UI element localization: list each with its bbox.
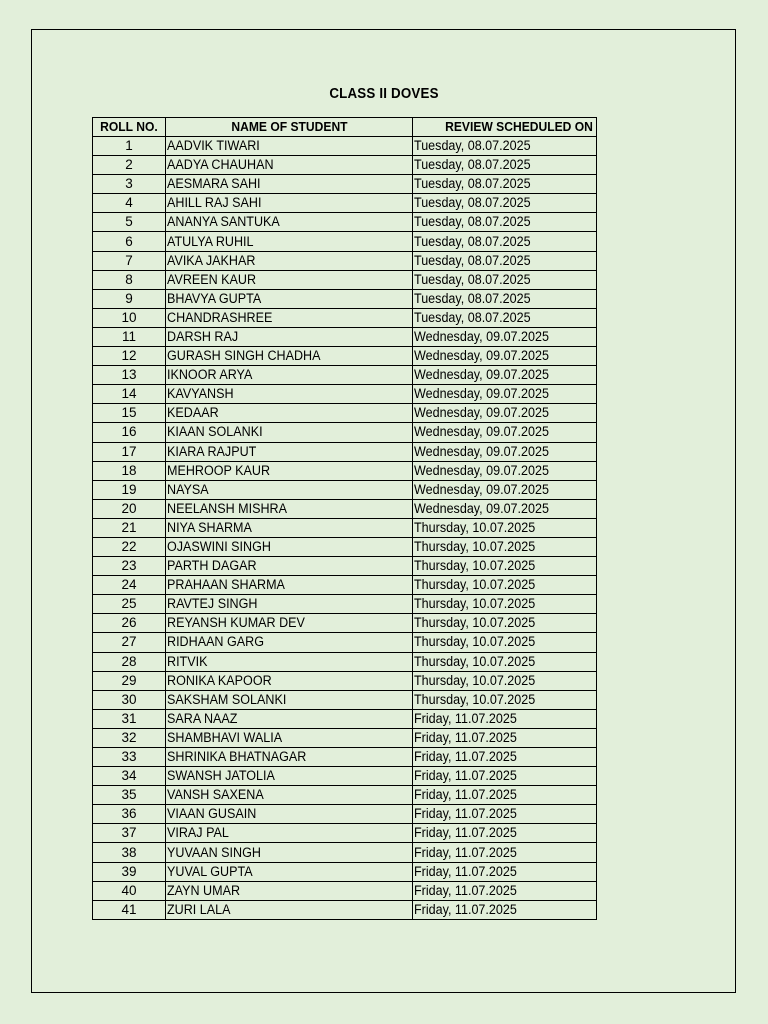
student-name-cell: VANSH SAXENA — [166, 786, 413, 805]
roll-no-cell: 27 — [93, 633, 166, 652]
roll-no-cell: 9 — [93, 289, 166, 308]
page-title: CLASS II DOVES — [329, 86, 439, 102]
table-row — [93, 175, 597, 194]
review-date-cell: Tuesday, 08.07.2025 — [413, 213, 597, 232]
student-name-cell: SAKSHAM SOLANKI — [166, 690, 413, 709]
student-name-cell: REYANSH KUMAR DEV — [166, 614, 413, 633]
header-review-date: REVIEW SCHEDULED ON — [413, 118, 597, 137]
student-name-cell: GURASH SINGH CHADHA — [166, 347, 413, 366]
student-name-cell: RIDHAAN GARG — [166, 633, 413, 652]
roll-no-cell: 21 — [93, 518, 166, 537]
review-date-cell: Friday, 11.07.2025 — [413, 843, 597, 862]
student-name-cell: AADYA CHAUHAN — [166, 156, 413, 175]
table-row — [93, 137, 597, 156]
review-schedule-table — [92, 117, 597, 920]
student-name-cell: KIAAN SOLANKI — [166, 423, 413, 442]
review-date-cell: Thursday, 10.07.2025 — [413, 633, 597, 652]
student-name-cell: YUVAL GUPTA — [166, 862, 413, 881]
roll-no-cell: 32 — [93, 728, 166, 747]
student-name-cell: AHILL RAJ SAHI — [166, 194, 413, 213]
roll-no-cell: 36 — [93, 805, 166, 824]
table-row — [93, 366, 597, 385]
roll-no-cell: 37 — [93, 824, 166, 843]
roll-no-cell: 33 — [93, 748, 166, 767]
roll-no-cell: 38 — [93, 843, 166, 862]
review-date-cell: Friday, 11.07.2025 — [413, 881, 597, 900]
roll-no-cell: 20 — [93, 499, 166, 518]
table-row — [93, 289, 597, 308]
review-date-cell: Tuesday, 08.07.2025 — [413, 251, 597, 270]
header-student-name: NAME OF STUDENT — [166, 118, 413, 137]
roll-no-cell: 16 — [93, 423, 166, 442]
student-name-cell: VIRAJ PAL — [166, 824, 413, 843]
roll-no-cell: 29 — [93, 671, 166, 690]
table-row — [93, 862, 597, 881]
student-name-cell: KEDAAR — [166, 404, 413, 423]
table-row — [93, 728, 597, 747]
review-date-cell: Thursday, 10.07.2025 — [413, 537, 597, 556]
table-row — [93, 881, 597, 900]
table-row — [93, 308, 597, 327]
review-date-cell: Friday, 11.07.2025 — [413, 824, 597, 843]
table-row — [93, 786, 597, 805]
student-name-cell: NIYA SHARMA — [166, 518, 413, 537]
table-row — [93, 652, 597, 671]
table-row — [93, 270, 597, 289]
review-date-cell: Thursday, 10.07.2025 — [413, 614, 597, 633]
review-date-cell: Thursday, 10.07.2025 — [413, 557, 597, 576]
review-date-cell: Friday, 11.07.2025 — [413, 767, 597, 786]
review-date-cell: Thursday, 10.07.2025 — [413, 595, 597, 614]
student-name-cell: ATULYA RUHIL — [166, 232, 413, 251]
review-date-cell: Tuesday, 08.07.2025 — [413, 232, 597, 251]
student-name-cell: AESMARA SAHI — [166, 175, 413, 194]
roll-no-cell: 41 — [93, 900, 166, 919]
review-date-cell: Friday, 11.07.2025 — [413, 900, 597, 919]
table-row — [93, 385, 597, 404]
table-row — [93, 499, 597, 518]
roll-no-cell: 23 — [93, 557, 166, 576]
table-row — [93, 327, 597, 346]
review-date-cell: Wednesday, 09.07.2025 — [413, 461, 597, 480]
table-row — [93, 900, 597, 919]
table-row — [93, 557, 597, 576]
student-name-cell: RAVTEJ SINGH — [166, 595, 413, 614]
roll-no-cell: 11 — [93, 327, 166, 346]
review-date-cell: Tuesday, 08.07.2025 — [413, 156, 597, 175]
student-name-cell: AVIKA JAKHAR — [166, 251, 413, 270]
table-row — [93, 518, 597, 537]
student-name-cell: NAYSA — [166, 480, 413, 499]
student-name-cell: SHRINIKA BHATNAGAR — [166, 748, 413, 767]
table-row — [93, 690, 597, 709]
table-row — [93, 347, 597, 366]
roll-no-cell: 18 — [93, 461, 166, 480]
roll-no-cell: 4 — [93, 194, 166, 213]
student-name-cell: DARSH RAJ — [166, 327, 413, 346]
review-date-cell: Wednesday, 09.07.2025 — [413, 480, 597, 499]
table-row — [93, 767, 597, 786]
student-name-cell: OJASWINI SINGH — [166, 537, 413, 556]
review-date-cell: Thursday, 10.07.2025 — [413, 518, 597, 537]
student-name-cell: RONIKA KAPOOR — [166, 671, 413, 690]
header-roll-no: ROLL NO. — [93, 118, 166, 137]
review-date-cell: Thursday, 10.07.2025 — [413, 690, 597, 709]
roll-no-cell: 6 — [93, 232, 166, 251]
roll-no-cell: 26 — [93, 614, 166, 633]
roll-no-cell: 3 — [93, 175, 166, 194]
review-date-cell: Wednesday, 09.07.2025 — [413, 347, 597, 366]
roll-no-cell: 35 — [93, 786, 166, 805]
review-date-cell: Thursday, 10.07.2025 — [413, 652, 597, 671]
roll-no-cell: 34 — [93, 767, 166, 786]
table-row — [93, 404, 597, 423]
review-date-cell: Thursday, 10.07.2025 — [413, 576, 597, 595]
review-date-cell: Friday, 11.07.2025 — [413, 709, 597, 728]
review-date-cell: Wednesday, 09.07.2025 — [413, 442, 597, 461]
table-row — [93, 480, 597, 499]
roll-no-cell: 25 — [93, 595, 166, 614]
table-row — [93, 748, 597, 767]
table-row — [93, 595, 597, 614]
review-date-cell: Tuesday, 08.07.2025 — [413, 137, 597, 156]
review-date-cell: Tuesday, 08.07.2025 — [413, 175, 597, 194]
student-name-cell: SHAMBHAVI WALIA — [166, 728, 413, 747]
roll-no-cell: 5 — [93, 213, 166, 232]
table-row — [93, 213, 597, 232]
roll-no-cell: 39 — [93, 862, 166, 881]
table-row — [93, 194, 597, 213]
table-row — [93, 824, 597, 843]
roll-no-cell: 2 — [93, 156, 166, 175]
roll-no-cell: 31 — [93, 709, 166, 728]
roll-no-cell: 1 — [93, 137, 166, 156]
review-date-cell: Wednesday, 09.07.2025 — [413, 404, 597, 423]
student-name-cell: IKNOOR ARYA — [166, 366, 413, 385]
table-row — [93, 251, 597, 270]
table-row — [93, 671, 597, 690]
student-name-cell: MEHROOP KAUR — [166, 461, 413, 480]
table-row — [93, 537, 597, 556]
table-row — [93, 633, 597, 652]
student-name-cell: KIARA RAJPUT — [166, 442, 413, 461]
student-name-cell: ZURI LALA — [166, 900, 413, 919]
review-date-cell: Wednesday, 09.07.2025 — [413, 499, 597, 518]
roll-no-cell: 10 — [93, 308, 166, 327]
roll-no-cell: 14 — [93, 385, 166, 404]
student-name-cell: KAVYANSH — [166, 385, 413, 404]
table-row — [93, 461, 597, 480]
student-name-cell: PARTH DAGAR — [166, 557, 413, 576]
roll-no-cell: 24 — [93, 576, 166, 595]
table-row — [93, 442, 597, 461]
review-date-cell: Friday, 11.07.2025 — [413, 862, 597, 881]
roll-no-cell: 17 — [93, 442, 166, 461]
table-row — [93, 423, 597, 442]
roll-no-cell: 22 — [93, 537, 166, 556]
review-date-cell: Friday, 11.07.2025 — [413, 728, 597, 747]
student-name-cell: SWANSH JATOLIA — [166, 767, 413, 786]
review-date-cell: Thursday, 10.07.2025 — [413, 671, 597, 690]
table-row — [93, 232, 597, 251]
student-name-cell: ANANYA SANTUKA — [166, 213, 413, 232]
student-name-cell: AADVIK TIWARI — [166, 137, 413, 156]
review-date-cell: Wednesday, 09.07.2025 — [413, 423, 597, 442]
student-name-cell: PRAHAAN SHARMA — [166, 576, 413, 595]
roll-no-cell: 8 — [93, 270, 166, 289]
student-name-cell: VIAAN GUSAIN — [166, 805, 413, 824]
review-date-cell: Wednesday, 09.07.2025 — [413, 327, 597, 346]
table-row — [93, 843, 597, 862]
review-date-cell: Friday, 11.07.2025 — [413, 748, 597, 767]
review-date-cell: Wednesday, 09.07.2025 — [413, 385, 597, 404]
roll-no-cell: 12 — [93, 347, 166, 366]
review-date-cell: Tuesday, 08.07.2025 — [413, 308, 597, 327]
student-name-cell: BHAVYA GUPTA — [166, 289, 413, 308]
roll-no-cell: 15 — [93, 404, 166, 423]
table-row — [93, 709, 597, 728]
table-header-row — [93, 118, 597, 137]
review-date-cell: Tuesday, 08.07.2025 — [413, 289, 597, 308]
review-date-cell: Tuesday, 08.07.2025 — [413, 270, 597, 289]
table-row — [93, 576, 597, 595]
student-name-cell: CHANDRASHREE — [166, 308, 413, 327]
table-row — [93, 614, 597, 633]
student-name-cell: AVREEN KAUR — [166, 270, 413, 289]
review-date-cell: Tuesday, 08.07.2025 — [413, 194, 597, 213]
student-name-cell: YUVAAN SINGH — [166, 843, 413, 862]
table-row — [93, 805, 597, 824]
roll-no-cell: 7 — [93, 251, 166, 270]
student-name-cell: ZAYN UMAR — [166, 881, 413, 900]
student-name-cell: RITVIK — [166, 652, 413, 671]
student-name-cell: NEELANSH MISHRA — [166, 499, 413, 518]
review-date-cell: Wednesday, 09.07.2025 — [413, 366, 597, 385]
roll-no-cell: 19 — [93, 480, 166, 499]
table-row — [93, 156, 597, 175]
roll-no-cell: 13 — [93, 366, 166, 385]
review-date-cell: Friday, 11.07.2025 — [413, 805, 597, 824]
student-name-cell: SARA NAAZ — [166, 709, 413, 728]
review-date-cell: Friday, 11.07.2025 — [413, 786, 597, 805]
roll-no-cell: 40 — [93, 881, 166, 900]
table-body — [93, 137, 597, 920]
roll-no-cell: 30 — [93, 690, 166, 709]
roll-no-cell: 28 — [93, 652, 166, 671]
